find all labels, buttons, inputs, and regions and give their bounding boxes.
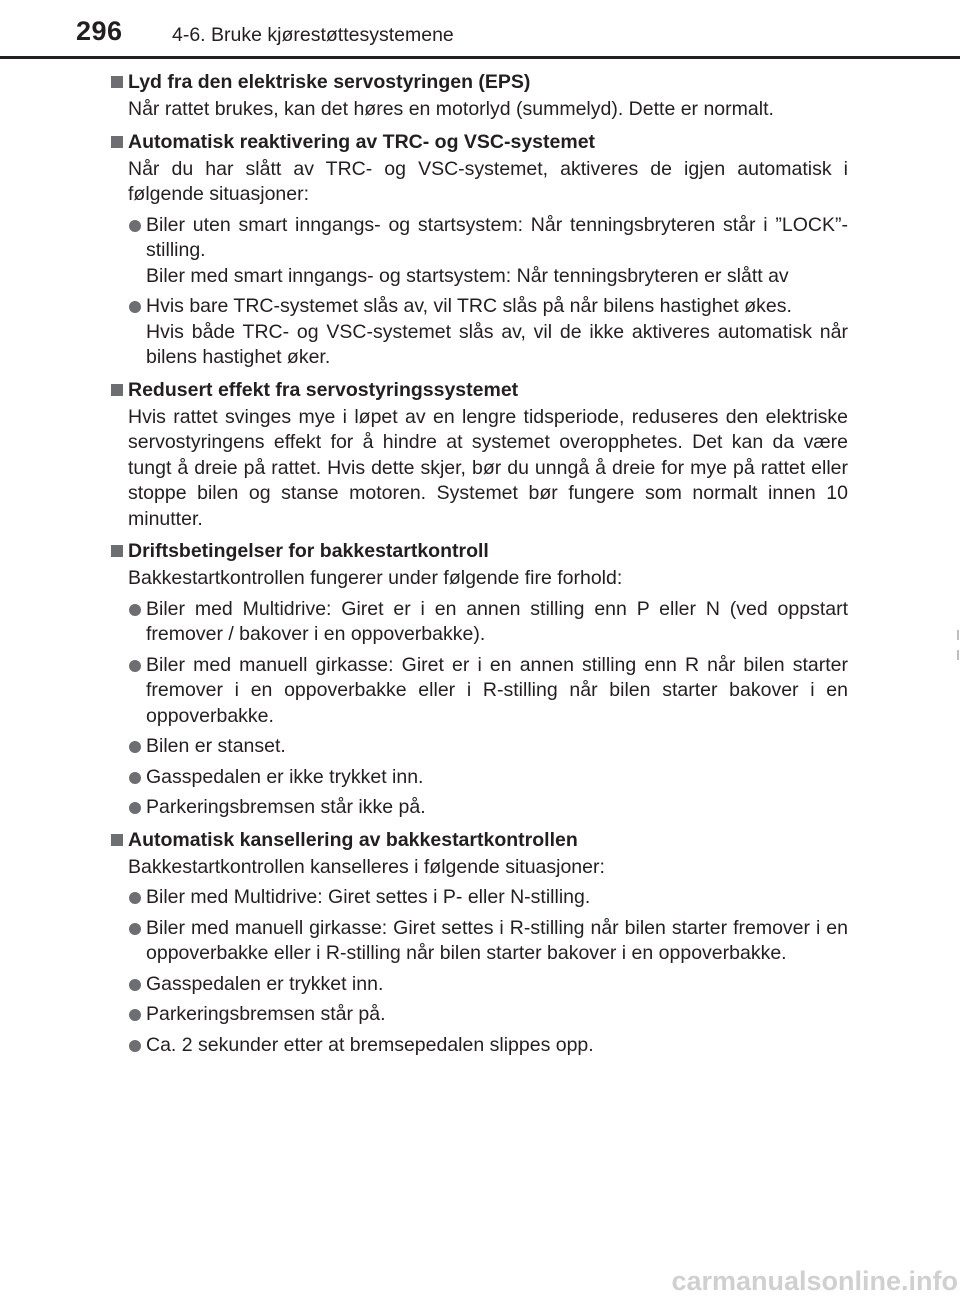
round-bullet-icon <box>129 1040 141 1052</box>
square-bullet-icon <box>111 136 123 148</box>
round-bullet-icon <box>129 660 141 672</box>
section-heading-text: Lyd fra den elektriske servostyringen (EPS) <box>128 71 531 93</box>
section-body-text: Bakkestartkontrollen fungerer under følgende fire forhold: <box>128 567 623 589</box>
square-bullet-icon <box>111 834 123 846</box>
square-bullet-icon <box>111 384 123 396</box>
header-divider <box>0 56 960 59</box>
square-bullet-icon <box>111 545 123 557</box>
bullet-item <box>110 294 848 371</box>
bullet-text: Ca. 2 sekunder etter at bremsepedalen slippes opp. <box>146 1033 594 1056</box>
bullet-text: Gasspedalen er trykket inn. <box>146 972 384 995</box>
section-heading <box>110 539 848 564</box>
bullet-text: Biler med Multidrive: Giret er i en annen stilling enn P eller N (ved oppstart fremover / bakover i en oppoverbakke). <box>146 597 848 645</box>
bullet-text: Bilen er stanset. <box>146 735 286 757</box>
main-content <box>110 70 848 1065</box>
round-bullet-icon <box>129 301 141 313</box>
section-heading-text: Redusert effekt fra servostyringssystemet <box>128 378 519 401</box>
bullet-item <box>110 916 848 967</box>
edge-mark <box>957 650 959 660</box>
bullet-text: Hvis bare TRC-systemet slås av, vil TRC slås på når bilens hastighet økes. <box>146 295 792 317</box>
round-bullet-icon <box>129 802 141 814</box>
section <box>110 539 848 821</box>
bullet-text: Biler med smart inngangs- og startsystem: Når tenningsbryteren er slått av <box>146 264 789 287</box>
round-bullet-icon <box>129 772 141 784</box>
section-body-text: Hvis rattet svinges mye i løpet av en lengre tidsperiode, reduseres den elektriske servostyringens effekt for å hindre at systemet overopphetes. Det kan da være tungt å dreie på rattet. Hvis dette skjer, bør du unngå å dreie for mye på rattet eller stoppe bilen og stanse motoren. Systemet bør fungere som normalt innen 10 minutter. <box>128 405 848 530</box>
watermark: carmanualsonline.info <box>671 1266 958 1296</box>
bullet-item <box>110 765 848 791</box>
round-bullet-icon <box>129 979 141 991</box>
bullet-text: Hvis både TRC- og VSC-systemet slås av, vil de ikke aktiveres automatisk når bilens hastighet øker. <box>146 320 848 368</box>
bullet-item <box>110 213 848 290</box>
round-bullet-icon <box>129 604 141 616</box>
bullet-item <box>110 1002 848 1028</box>
bullet-text: Parkeringsbremsen står på. <box>146 1003 386 1025</box>
section-body-text: Når rattet brukes, kan det høres en motorlyd (summelyd). Dette er normalt. <box>128 98 774 120</box>
bullet-item <box>110 597 848 648</box>
square-bullet-icon <box>111 76 123 88</box>
bullet-text: Biler med manuell girkasse: Giret er i en annen stilling enn R når bilen starter fremover i en oppoverbakke eller i R-stilling når bilen starter bakover i en oppoverbakke. <box>146 653 848 727</box>
bullet-text: Biler med Multidrive: Giret settes i P- eller N-stilling. <box>146 886 591 908</box>
chapter-title: 4-6. Bruke kjørestøttesystemene <box>172 24 454 46</box>
section-heading-text: Automatisk reaktivering av TRC- og VSC-systemet <box>128 130 596 153</box>
edge-mark <box>957 630 959 640</box>
page-header <box>0 0 960 56</box>
section <box>110 378 848 533</box>
section-body-text: Når du har slått av TRC- og VSC-systemet, aktiveres de igjen automatisk i følgende situasjoner: <box>128 157 848 205</box>
bullet-item <box>110 653 848 730</box>
section-heading-text: Automatisk kansellering av bakkestartkontrollen <box>128 828 578 851</box>
bullet-item <box>110 795 848 821</box>
bullet-item <box>110 734 848 760</box>
page-number: 296 <box>76 16 123 46</box>
section-heading-text: Driftsbetingelser for bakkestartkontroll <box>128 540 489 562</box>
bullet-text: Biler uten smart inngangs- og startsystem: Når tenningsbryteren står i ”LOCK”-stilling. <box>146 213 848 261</box>
round-bullet-icon <box>129 892 141 904</box>
round-bullet-icon <box>129 1009 141 1021</box>
section-heading <box>110 828 848 853</box>
bullet-text: Biler med manuell girkasse: Giret settes i R-stilling når bilen starter fremover i en oppoverbakke eller i R-stilling når bilen starter bakover i en oppoverbakke. <box>146 916 848 964</box>
bullet-text: Parkeringsbremsen står ikke på. <box>146 796 426 818</box>
section-heading <box>110 130 848 155</box>
round-bullet-icon <box>129 923 141 935</box>
section-body-text: Bakkestartkontrollen kanselleres i følgende situasjoner: <box>128 855 605 878</box>
bullet-item <box>110 885 848 911</box>
bullet-text: Gasspedalen er ikke trykket inn. <box>146 765 424 788</box>
section <box>110 70 848 123</box>
section <box>110 828 848 1059</box>
section <box>110 130 848 371</box>
round-bullet-icon <box>129 741 141 753</box>
bullet-item <box>110 1033 848 1059</box>
section-heading <box>110 70 848 95</box>
round-bullet-icon <box>129 220 141 232</box>
bullet-item <box>110 972 848 998</box>
section-heading <box>110 378 848 403</box>
